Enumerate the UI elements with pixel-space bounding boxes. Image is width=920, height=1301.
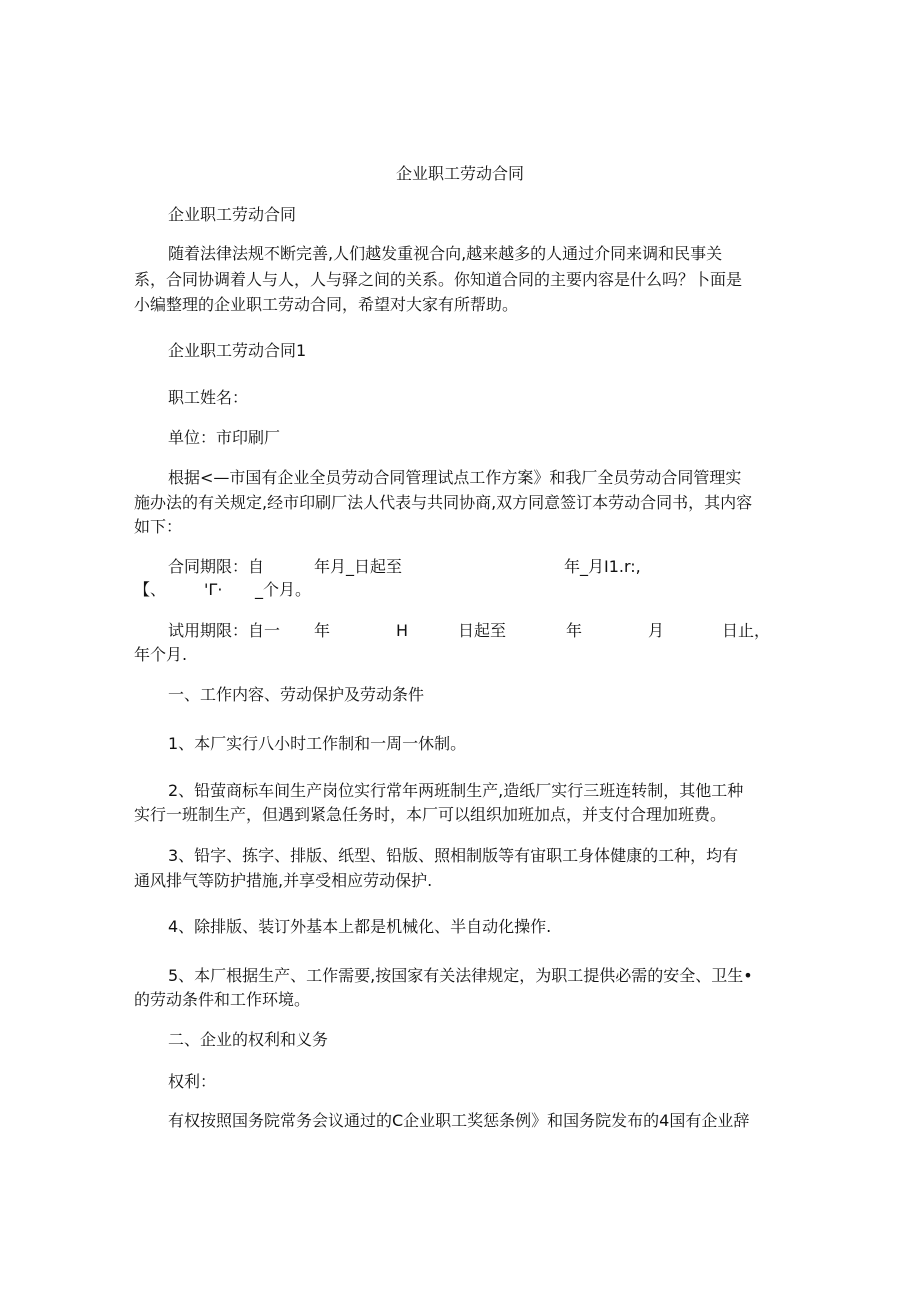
document-title: 企业职工劳动合同 [395,164,524,183]
item-2-line-2: 实行一班制生产，但遇到紧急任务时，本厂可以组织加班加点，并支付合理加班费。 [134,805,727,824]
intro-line-2: 系，合同协调着人与人，人与驿之间的关系。你知道合同的主要内容是什么吗？卜面是 [134,270,743,289]
probation-row-2: 年个月. [134,645,188,664]
contract-term-row-2 [0,580,920,600]
term-date-start: 年月_日起至 [314,557,403,576]
subtitle: 企业职工劳动合同 [168,205,297,224]
basis-line-3: 如下： [134,517,183,536]
probation-day-start: 日起至 [458,621,507,640]
item-2-line-1: 2、铅萤商标车间生产岗位实行常年两班制生产,造纸厂实行三班连转制，其他工种 [168,781,744,800]
term-date-end: 年_月I1.r:, [564,557,641,576]
probation-year-2: 年 [566,621,583,640]
employee-name-field: 职工姓名： [168,388,249,407]
term-bracket: 【、 [134,580,167,599]
item-4: 4、除排版、装订外基本上都是机械化、半自动化操作. [168,917,552,936]
item-5-line-2: 的劳动条件和工作环境。 [134,990,311,1009]
intro-line-3: 小编整理的企业职工劳动合同，希望对大家有所帮助。 [134,295,519,314]
contract-term-row-1 [0,557,920,577]
intro-line-1: 随着法律法规不断完善,人们越发重视合向,越来越多的人通过介同来调和民事关 [168,244,723,263]
contract-heading: 企业职工劳动合同1 [168,341,307,360]
item-1: 1、本厂实行八小时工作制和一周一休制。 [168,734,467,753]
probation-row-1 [0,621,920,641]
probation-day-end: 日止， [722,621,771,640]
probation-month-2: 月 [648,621,665,640]
term-start-label: 合同期限：自 [168,557,265,576]
unit-field: 单位：市印刷厂 [168,428,281,447]
rights-label: 权利： [168,1072,217,1091]
item-5-line-1: 5、本厂根据生产、工作需要,按国家有关法律规定，为职工提供必需的安全、卫生• [168,966,753,985]
item-3-line-2: 通风排气等防护措施,并享受相应劳动保护. [134,871,433,890]
term-months: _个月。 [255,580,312,599]
basis-line-1: 根据<—市国有企业全员劳动合同管理试点工作方案》和我厂全员劳动合同管理实 [168,468,742,487]
rights-text: 有权按照国务院常务会议通过的C企业职工奖惩条例》和国务院发布的4国有企业辞 [168,1111,750,1130]
section-1-heading: 一、工作内容、劳动保护及劳动条件 [168,685,425,704]
basis-line-2: 施办法的有关规定,经市印刷厂法人代表与共同协商,双方同意签订本劳动合同书，其内容 [134,493,753,512]
section-2-heading: 二、企业的权利和义务 [168,1030,329,1049]
term-mark: 'Γ· [204,580,223,599]
probation-year-1: 年 [314,621,331,640]
probation-month-1: H [396,621,409,640]
probation-label: 试用期限：自一 [168,621,281,640]
item-3-line-1: 3、铅字、拣字、排版、纸型、铅版、照相制版等有宙职工身体健康的工种，均有 [168,846,739,865]
